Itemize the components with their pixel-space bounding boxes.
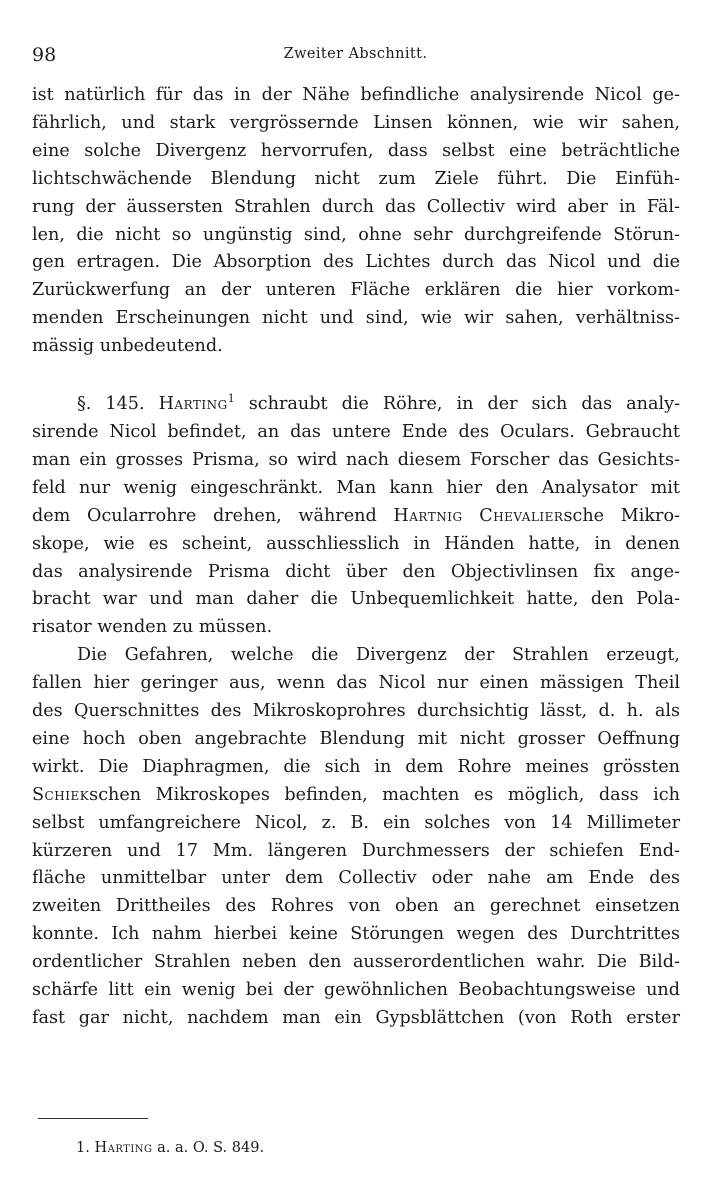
author-name: Harting bbox=[158, 394, 228, 415]
text-line: Die Gefahren, welche die Divergenz der Strahlen erzeugt, bbox=[77, 645, 680, 666]
line-text: schen Mikroskopes befinden, machten es möglich, dass ich bbox=[89, 784, 680, 805]
paragraph bbox=[32, 82, 680, 361]
running-head: Zweiter Abschnitt. bbox=[283, 46, 428, 62]
text-line: des Querschnittes des Mikroskoprohres durchsichtig lässt, d. h. als bbox=[32, 701, 680, 722]
text-line: mässig unbedeutend. bbox=[32, 336, 223, 357]
text-line: feld nur wenig eingeschränkt. Man kann hier den Analysator mit bbox=[32, 477, 680, 498]
author-name: Schiek bbox=[32, 784, 90, 805]
text-line bbox=[32, 782, 680, 810]
text-line: sirende Nicol befindet, an das untere Ende des Oculars. Gebraucht bbox=[32, 421, 680, 442]
text-line: bracht war und man daher die Unbequemlichkeit hatte, den Pola- bbox=[32, 589, 680, 610]
page-header bbox=[32, 44, 679, 68]
text-line: man ein grosses Prisma, so wird nach diesem Forscher das Gesichts- bbox=[32, 449, 680, 470]
author-name: Hartnig bbox=[393, 505, 463, 526]
text-line: Zurückwerfung an der unteren Fläche erklären die hier vorkom- bbox=[32, 280, 680, 301]
paragraph bbox=[32, 642, 680, 1033]
paragraph-gap bbox=[32, 361, 680, 391]
line-text: sche Mikro- bbox=[563, 505, 680, 526]
text-line: risator wenden zu müssen. bbox=[32, 617, 273, 638]
text-line: ist natürlich für das in der Nähe befindliche analysirende Nicol ge- bbox=[32, 85, 680, 105]
author-name: Chevalier bbox=[479, 505, 564, 526]
footnote-divider bbox=[38, 1118, 148, 1119]
text-line: konnte. Ich nahm hierbei keine Störungen wegen des Durchtrittes bbox=[32, 924, 680, 945]
section-paragraph bbox=[32, 391, 680, 642]
text-line: eine hoch oben angebrachte Blendung mit nicht grosser Oeffnung bbox=[32, 728, 680, 749]
text-line: zweiten Drittheiles des Rohres von oben an gerechnet einsetzen bbox=[32, 896, 680, 917]
text-line: eine solche Divergenz hervorrufen, dass selbst eine beträchtliche bbox=[32, 140, 680, 161]
text-line bbox=[32, 391, 680, 419]
text-line: fläche unmittelbar unter dem Collectiv oder nahe am Ende des bbox=[32, 868, 680, 889]
text-line: menden Erscheinungen nicht und sind, wie wir sahen, verhältniss- bbox=[32, 308, 680, 329]
text-line: ordentlicher Strahlen neben den ausserordentlichen wahr. Die Bild- bbox=[32, 952, 680, 973]
text-line: das analysirende Prisma dicht über den Objectivlinsen fix ange- bbox=[32, 561, 680, 582]
text-line: selbst umfangreichere Nicol, z. B. ein solches von 14 Millimeter bbox=[32, 812, 680, 833]
footnote-number: 1. bbox=[76, 1140, 90, 1156]
footnote bbox=[76, 1140, 264, 1156]
text-line: fast gar nicht, nachdem man ein Gypsblättchen (von Roth erster bbox=[32, 1008, 680, 1028]
text-line: schärfe litt ein wenig bei der gewöhnlichen Beobachtungsweise und bbox=[32, 980, 680, 1001]
text-line: rung der äussersten Strahlen durch das Collectiv wird aber in Fäl- bbox=[32, 196, 680, 217]
body-text bbox=[32, 82, 680, 1033]
text-line: gen ertragen. Die Absorption des Lichtes durch das Nicol und die bbox=[32, 252, 680, 273]
section-number: §. 145. bbox=[77, 394, 145, 415]
text-line: skope, wie es scheint, ausschliesslich in Händen hatte, in denen bbox=[32, 533, 680, 554]
line-text: schraubt die Röhre, in der sich das analy- bbox=[248, 394, 681, 415]
footnote-reference: a. a. O. S. 849. bbox=[157, 1140, 265, 1156]
text-line: fährlich, und stark vergrössernde Linsen können, wie wir sahen, bbox=[32, 112, 680, 133]
footnote-author: Harting bbox=[94, 1140, 153, 1156]
text-line bbox=[32, 503, 680, 531]
line-text: dem Ocularrohre drehen, während bbox=[32, 505, 377, 526]
text-line: kürzeren und 17 Mm. längeren Durchmessers der schiefen End- bbox=[32, 840, 680, 861]
text-line: len, die nicht so ungünstig sind, ohne sehr durchgreifende Störun- bbox=[32, 224, 680, 245]
footnote-marker: 1 bbox=[227, 392, 235, 406]
text-line: lichtschwächende Blendung nicht zum Ziele führt. Die Einfüh- bbox=[32, 168, 680, 189]
text-line: fallen hier geringer aus, wenn das Nicol nur einen mässigen Theil bbox=[32, 673, 680, 694]
page-number: 98 bbox=[32, 44, 57, 66]
text-line: wirkt. Die Diaphragmen, die sich in dem Rohre meines grössten bbox=[32, 756, 680, 777]
